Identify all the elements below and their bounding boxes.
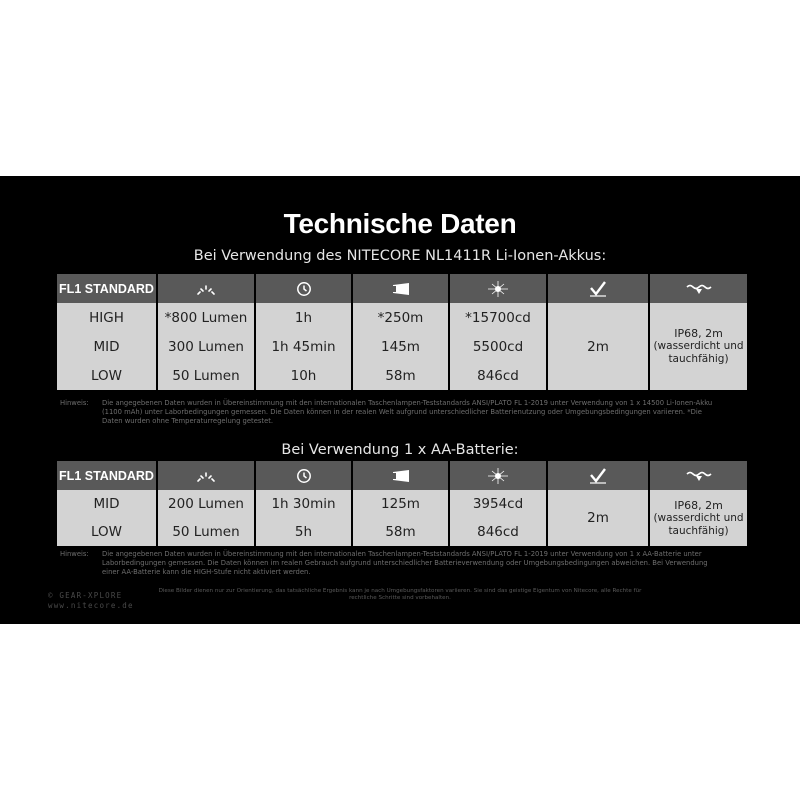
mode-cell: LOW bbox=[57, 518, 157, 546]
intensity-cell: *15700cd bbox=[449, 303, 547, 332]
distance-cell: 58m bbox=[352, 361, 449, 390]
note-label: Hinweis: bbox=[60, 399, 89, 407]
table-header-row bbox=[57, 461, 747, 490]
brightness-icon bbox=[157, 461, 255, 490]
intensity-icon bbox=[449, 461, 547, 490]
impact-resistance-icon bbox=[547, 461, 649, 490]
brand-name: © GEAR-XPLORE bbox=[48, 591, 123, 600]
runtime-cell: 1h 45min bbox=[255, 332, 352, 361]
table-row bbox=[57, 303, 747, 332]
runtime-cell: 1h bbox=[255, 303, 352, 332]
output-cell: 300 Lumen bbox=[157, 332, 255, 361]
distance-cell: 125m bbox=[352, 490, 449, 518]
impact-cell: 2m bbox=[547, 490, 649, 546]
model-header: FL1 STANDARD bbox=[57, 274, 157, 303]
intensity-cell: 846cd bbox=[449, 518, 547, 546]
runtime-cell: 10h bbox=[255, 361, 352, 390]
waterproof-icon bbox=[649, 461, 747, 490]
note-label: Hinweis: bbox=[60, 550, 89, 558]
table-row bbox=[57, 490, 747, 518]
output-cell: 50 Lumen bbox=[157, 361, 255, 390]
spec-table-aa bbox=[57, 461, 747, 546]
runtime-clock-icon bbox=[255, 274, 352, 303]
beam-distance-icon bbox=[352, 274, 449, 303]
impact-cell: 2m bbox=[547, 303, 649, 390]
spec-table-liion bbox=[57, 274, 747, 390]
image-disclaimer: Diese Bilder dienen nur zur Orientierung, das tatsächliche Ergebnis kann je nach Umgebungsfaktoren variieren. Sie sind das geistige Eigentum von Nitecore, alle Rechte für rechtliche Schritte sind vorbehalten. bbox=[158, 588, 642, 601]
note-text: Die angegebenen Daten wurden in Übereinstimmung mit den internationalen Taschenlampen-Teststandards ANSI/PLATO FL 1-2019 unter Verwendung von 1 x 14500 Li-Ionen-Akku (1100 mAh) unter Laborbedingungen gemessen. Die Daten können in der realen Welt aufgrund unterschiedlicher Batterienutzung oder Umgebungsbedingungen variieren. *Die Daten wurden ohne Temperaturregelung getestet. bbox=[102, 399, 713, 425]
runtime-clock-icon bbox=[255, 461, 352, 490]
output-cell: 200 Lumen bbox=[157, 490, 255, 518]
intensity-cell: 846cd bbox=[449, 361, 547, 390]
mode-cell: LOW bbox=[57, 361, 157, 390]
waterproof-note: (wasserdicht und tauchfähig) bbox=[653, 511, 744, 537]
note-text: Die angegebenen Daten wurden in Übereinstimmung mit den internationalen Taschenlampen-Teststandards ANSI/PLATO FL 1-2019 unter Verwendung von 1 x AA-Batterie unter Laborbedingungen gemessen. Die Daten können im realen Gebrauch aufgrund unterschiedlicher Batterieverwendung oder Umgebungsbedingungen abweichen. Bei Verwendung einer AA-Batterie kann die HIGH-Stufe nicht aktiviert werden. bbox=[102, 550, 708, 576]
waterproof-cell bbox=[649, 303, 747, 390]
waterproof-rating: IP68, 2m bbox=[674, 327, 723, 340]
runtime-cell: 5h bbox=[255, 518, 352, 546]
mode-cell: MID bbox=[57, 332, 157, 361]
section2-note bbox=[60, 550, 750, 580]
intensity-icon bbox=[449, 274, 547, 303]
brightness-icon bbox=[157, 274, 255, 303]
page-title: Technische Daten bbox=[283, 208, 517, 239]
beam-distance-icon bbox=[352, 461, 449, 490]
output-cell: 50 Lumen bbox=[157, 518, 255, 546]
mode-cell: HIGH bbox=[57, 303, 157, 332]
distance-cell: 58m bbox=[352, 518, 449, 546]
section1-note bbox=[60, 399, 750, 429]
distance-cell: *250m bbox=[352, 303, 449, 332]
spec-panel bbox=[0, 176, 800, 624]
waterproof-rating: IP68, 2m bbox=[674, 498, 723, 512]
runtime-cell: 1h 30min bbox=[255, 490, 352, 518]
intensity-cell: 5500cd bbox=[449, 332, 547, 361]
intensity-cell: 3954cd bbox=[449, 490, 547, 518]
brand-url: www.nitecore.de bbox=[48, 601, 134, 610]
distance-cell: 145m bbox=[352, 332, 449, 361]
brand-watermark bbox=[48, 591, 134, 611]
section1-subtitle: Bei Verwendung des NITECORE NL1411R Li-Ionen-Akkus: bbox=[193, 248, 607, 264]
waterproof-cell bbox=[649, 490, 747, 546]
table-header-row bbox=[57, 274, 747, 303]
waterproof-icon bbox=[649, 274, 747, 303]
mode-cell: MID bbox=[57, 490, 157, 518]
impact-resistance-icon bbox=[547, 274, 649, 303]
output-cell: *800 Lumen bbox=[157, 303, 255, 332]
section2-subtitle: Bei Verwendung 1 x AA-Batterie: bbox=[281, 442, 519, 458]
waterproof-note: (wasserdicht und tauchfähig) bbox=[653, 340, 744, 365]
model-header: FL1 STANDARD bbox=[57, 461, 157, 490]
